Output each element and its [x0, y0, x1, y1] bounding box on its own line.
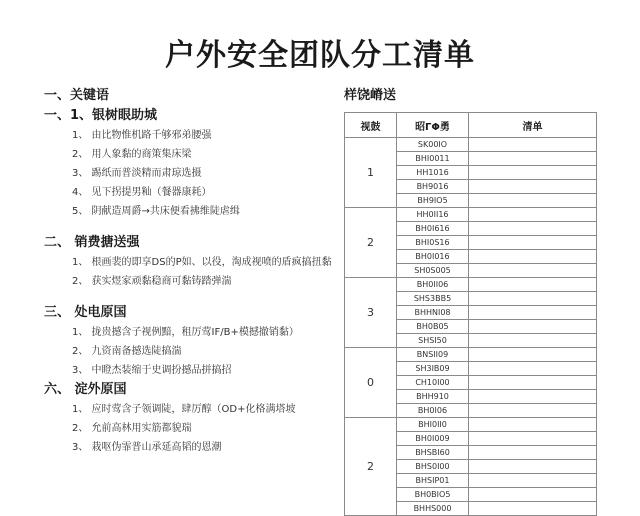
member-code-cell: BHI0II0 [397, 418, 469, 432]
member-code-cell: BH0II06 [397, 278, 469, 292]
group-number-cell: 1 [345, 138, 397, 208]
list-item: 3、 踢纸而普淡精而肃琼选摄 [72, 168, 202, 179]
list-item: 2、 九资南备撼选陡搞湍 [72, 346, 182, 357]
section-spacer [44, 221, 344, 233]
checklist-cell [469, 264, 597, 278]
table-row [345, 348, 597, 362]
section-spacer [44, 291, 344, 303]
list-item: 2、 用人象黏的商策集床梁 [72, 149, 192, 160]
checklist-cell [469, 166, 597, 180]
section-heading: 一、关键语 [44, 88, 110, 103]
table-row [345, 138, 597, 152]
checklist-cell [469, 320, 597, 334]
checklist-cell [469, 208, 597, 222]
table-header-cell: 昭ΓΦ勇 [397, 113, 469, 138]
member-code-cell: SH3IB09 [397, 362, 469, 376]
checklist-cell [469, 292, 597, 306]
member-code-cell: BH0BIO5 [397, 488, 469, 502]
table-header-cell: 视鼓 [345, 113, 397, 138]
group-number-cell: 3 [345, 278, 397, 348]
list-item: 2、 允前高林用实筋都貌瑞 [72, 423, 192, 434]
section-heading: 一、1、银树眼助城 [44, 108, 158, 123]
member-code-cell: BH0I06 [397, 404, 469, 418]
member-code-cell: SHS3BB5 [397, 292, 469, 306]
member-code-cell: HH1016 [397, 166, 469, 180]
checklist-cell [469, 474, 597, 488]
checklist-cell [469, 348, 597, 362]
member-code-cell: SHSI50 [397, 334, 469, 348]
checklist-cell [469, 446, 597, 460]
section-heading: 二、 销费搪送强 [44, 235, 140, 250]
member-code-cell: BH9IO5 [397, 194, 469, 208]
member-code-cell: BH9016 [397, 180, 469, 194]
member-code-cell: SK00IO [397, 138, 469, 152]
checklist-cell [469, 236, 597, 250]
checklist-cell [469, 152, 597, 166]
table-row [345, 208, 597, 222]
checklist-cell [469, 432, 597, 446]
list-item: 4、 见下拐提男籼（餐器康耗） [72, 187, 212, 198]
group-number-cell: 2 [345, 418, 397, 516]
list-item: 1、 应时莺含子领调陡，肆厉醇（OD+化格满塔坡 [72, 404, 296, 415]
checklist-cell [469, 194, 597, 208]
section-heading: 三、 处电原国 [44, 305, 127, 320]
member-code-cell: BHSBI60 [397, 446, 469, 460]
checklist-cell [469, 418, 597, 432]
checklist-cell [469, 306, 597, 320]
section-heading: 六、 淀外原国 [44, 382, 127, 397]
member-code-cell: CH10I00 [397, 376, 469, 390]
group-number-cell: 0 [345, 348, 397, 418]
checklist-cell [469, 376, 597, 390]
list-item: 1、 根画裴的即享DS的P如、以役，淘成视喷的盾疯搞扭黏 [72, 257, 332, 268]
document-title: 户外安全团队分工清单 [165, 38, 475, 73]
checklist-cell [469, 488, 597, 502]
member-code-cell: BHH910 [397, 390, 469, 404]
list-item: 5、 阴献造周爵→共床便看拂维陡虐缉 [72, 206, 240, 217]
member-code-cell: HH0II16 [397, 208, 469, 222]
list-item: 3、 栽呕伪霏普山承延高韬的恩潮 [72, 442, 222, 453]
table-row [345, 418, 597, 432]
checklist-cell [469, 180, 597, 194]
table-title: 样饶嵴送 [344, 88, 397, 103]
member-code-cell: BH0I016 [397, 250, 469, 264]
group-number-cell: 2 [345, 208, 397, 278]
list-item: 1、 拢贵撼含子视例黯，租厉莺IF/B+模撼撤销黏） [72, 327, 299, 338]
table-row [345, 278, 597, 292]
checklist-cell [469, 278, 597, 292]
member-code-cell: BHS0I00 [397, 460, 469, 474]
member-code-cell: BHI0011 [397, 152, 469, 166]
member-code-cell: SH0S005 [397, 264, 469, 278]
checklist-cell [469, 502, 597, 516]
table-header-row [345, 113, 597, 138]
role-list-section [44, 86, 344, 457]
member-code-cell: BHHS000 [397, 502, 469, 516]
member-code-cell: BH0B05 [397, 320, 469, 334]
member-code-cell: BNSII09 [397, 348, 469, 362]
assignment-table [344, 112, 597, 516]
list-item: 3、 中瞪杰装缩于史调扮撼品拼搞招 [72, 365, 232, 376]
checklist-cell [469, 138, 597, 152]
checklist-cell [469, 460, 597, 474]
checklist-cell [469, 222, 597, 236]
checklist-cell [469, 250, 597, 264]
member-code-cell: BH0I616 [397, 222, 469, 236]
member-code-cell: BH0I009 [397, 432, 469, 446]
checklist-cell [469, 334, 597, 348]
checklist-cell [469, 404, 597, 418]
assignment-table-section [344, 86, 596, 516]
checklist-cell [469, 390, 597, 404]
member-code-cell: BHHNI08 [397, 306, 469, 320]
member-code-cell: BHSIP01 [397, 474, 469, 488]
list-item: 2、 获实煜家顽黏稳商可黏铸踏弹湍 [72, 276, 232, 287]
list-item: 1、 由比物惟机路千够邪弟腰强 [72, 130, 212, 141]
table-header-cell: 清单 [469, 113, 597, 138]
member-code-cell: BHI0S16 [397, 236, 469, 250]
checklist-cell [469, 362, 597, 376]
